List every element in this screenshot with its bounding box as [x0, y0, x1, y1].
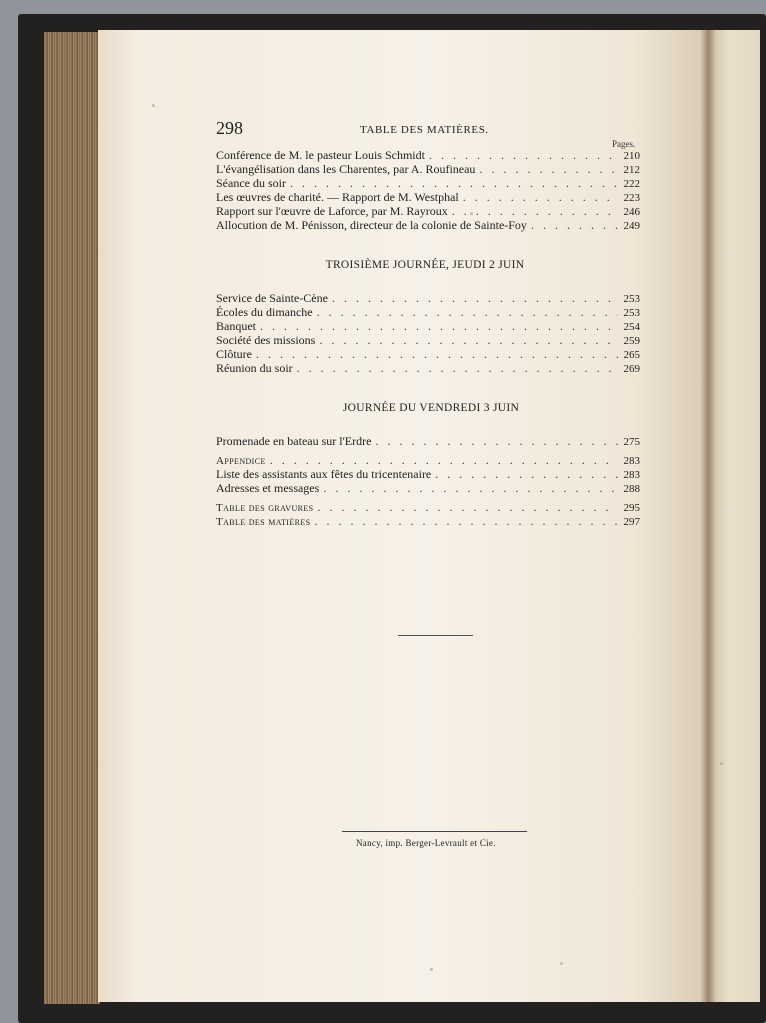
dot-leader — [429, 148, 618, 163]
dot-leader — [452, 204, 618, 219]
page-gutter — [700, 30, 716, 1002]
toc-entry-page: 297 — [623, 516, 640, 528]
toc-entry-title: Allocution de M. Pénisson, directeur de la colonie de Sainte-Foy — [216, 218, 527, 232]
toc-entry-title: Société des missions — [216, 333, 316, 347]
dot-leader — [290, 176, 618, 191]
toc-entry-title: Réunion du soir — [216, 361, 293, 375]
section-heading-jeudi: TROISIÈME JOURNÉE, JEUDI 2 JUIN — [325, 259, 525, 271]
toc-entry-page: 288 — [623, 483, 640, 495]
toc-entry-page: 223 — [623, 192, 640, 204]
paper-speck — [560, 962, 563, 965]
toc-entry — [216, 176, 640, 190]
toc-entry-title: Banquet — [216, 319, 256, 333]
toc-entry-title: Clôture — [216, 347, 252, 361]
colophon-rule — [342, 831, 527, 832]
section-heading-vendredi: JOURNÉE DU VENDREDI 3 JUIN — [342, 402, 520, 414]
dot-leader — [270, 453, 618, 468]
toc-entry — [216, 333, 640, 347]
toc-entry — [216, 190, 640, 204]
toc-entry-title: Écoles du dimanche — [216, 305, 313, 319]
toc-entry-page: 246 — [623, 206, 640, 218]
paper-speck — [720, 762, 723, 765]
toc-entry-page: 295 — [623, 502, 640, 514]
toc-entry-title: Table des gravures — [216, 502, 314, 514]
toc-entry-page: 210 — [623, 150, 640, 162]
toc-entry — [216, 347, 640, 361]
toc-entry-title: Table des matières — [216, 516, 311, 528]
toc-entry-title: Les œuvres de charité. — Rapport de M. Westphal — [216, 190, 459, 204]
toc-entry-page: 269 — [623, 363, 640, 375]
toc-entry — [216, 361, 640, 375]
dot-leader — [479, 162, 618, 177]
dot-leader — [463, 190, 618, 205]
dot-leader — [531, 218, 618, 233]
dot-leader — [256, 347, 618, 362]
dot-leader — [260, 319, 618, 334]
dot-leader — [318, 500, 618, 515]
toc-entry-page: 253 — [623, 307, 640, 319]
toc-entry-title: Adresses et messages — [216, 481, 320, 495]
running-title: TABLE DES MATIÈRES. — [360, 124, 489, 136]
toc-entry-page: 275 — [623, 436, 640, 448]
toc-entry-page: 249 — [623, 220, 640, 232]
toc-entry — [216, 434, 640, 448]
pages-column-label: Pages. — [612, 139, 636, 149]
toc-entry — [216, 305, 640, 319]
paper-speck — [152, 104, 155, 107]
toc-entry-page: 222 — [623, 178, 640, 190]
toc-entry-title: L'évangélisation dans les Charentes, par A. Roufineau — [216, 162, 476, 176]
divider-rule — [398, 635, 473, 636]
dot-leader — [375, 434, 618, 449]
dot-leader — [319, 333, 618, 348]
toc-entry-page: 254 — [623, 321, 640, 333]
toc-entry-page: 283 — [623, 469, 640, 481]
dot-leader — [323, 481, 618, 496]
toc-entry-page: 283 — [623, 455, 640, 467]
toc-entry-page: 265 — [623, 349, 640, 361]
page-edges — [44, 32, 100, 1004]
toc-entry-title: Conférence de M. le pasteur Louis Schmidt — [216, 148, 425, 162]
toc-entry — [216, 481, 640, 495]
toc-entry — [216, 218, 640, 232]
toc-entry — [216, 453, 640, 467]
toc-entry-title: Service de Sainte-Cène — [216, 291, 328, 305]
toc-entry — [216, 291, 640, 305]
toc-entry — [216, 514, 640, 528]
printer-colophon: Nancy, imp. Berger-Levrault et Cie. — [356, 838, 496, 848]
dot-leader — [435, 467, 618, 482]
toc-entry-page: 253 — [623, 293, 640, 305]
toc-entry-title: Rapport sur l'œuvre de Laforce, par M. Rayroux — [216, 204, 448, 218]
toc-entry-title: Séance du soir — [216, 176, 286, 190]
toc-entry — [216, 467, 640, 481]
dot-leader — [332, 291, 618, 306]
toc-entry — [216, 162, 640, 176]
toc-entry-page: 212 — [623, 164, 640, 176]
toc-entry — [216, 148, 640, 162]
toc-entry-page: 259 — [623, 335, 640, 347]
toc-entry-title: Liste des assistants aux fêtes du tricentenaire — [216, 467, 432, 481]
toc-entry — [216, 500, 640, 514]
toc-entry-title: Promenade en bateau sur l'Erdre — [216, 434, 372, 448]
page-number: 298 — [216, 118, 243, 138]
toc-entry-title: Appendice — [216, 455, 266, 467]
dot-leader — [315, 514, 618, 529]
paper-speck — [430, 968, 433, 971]
toc-entry — [216, 319, 640, 333]
dot-leader — [317, 305, 618, 320]
dot-leader — [297, 361, 618, 376]
toc-entry — [216, 204, 640, 218]
